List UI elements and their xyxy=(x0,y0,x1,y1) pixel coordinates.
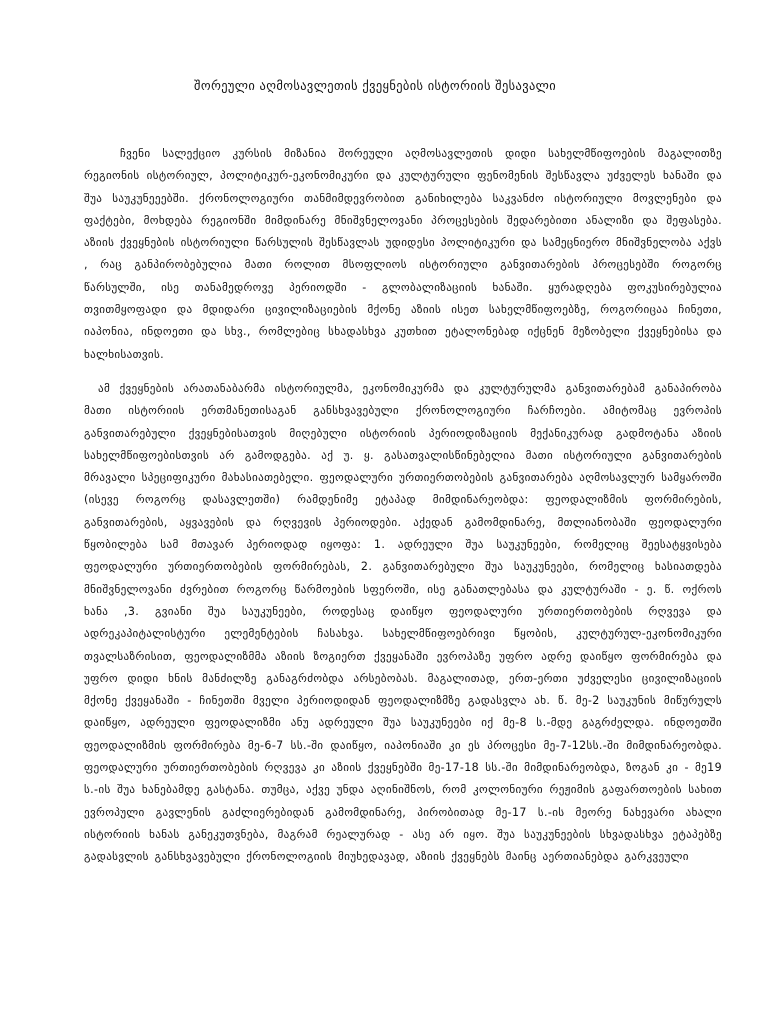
body-paragraph-2: ამ ქვეყნების არათანაბარმა ისტორიულმა, ეკონომიკურმა და კულტურულმა განვითარებამ განაპირობა მათი ისტორიის ერთმანეთისაგან განსხვავებული ქრონოლოგიური ჩარჩოები. ამიტომაც ევროპის განვითარებული ქვეყნებისათვის მიღებული ისტორიის პერიოდიზაციის მექანიკურად გადმოტანა აზიის სახელმწიფოებისთვის არ გამოდგება. აქ უ. ყ. გასათვალისწინებელია მათი ისტორიული განვითარების მრავალი სპეციფიკური მახასიათებელი. ფეოდალური ურთიერთობების განვითარება აღმოსავლურ სამყაროში (ისევე როგორც დასავლეთში) რამდენიმე ეტაპად მიმდინარეობდა: ფეოდალიზმის ფორმირების, განვითარების, აყვავების და რღვევის პერიოდები. აქედან გამომდინარე, მთლიანობაში ფეოდალური წყობილება სამ მთავარ პერიოდად იყოფა: 1. ადრეული შუა საუკუნეები, რომელიც შეესატყვისება ფეოდალური ურთიერთობების ფორმირებას, 2. განვითარებული შუა საუკუნეები, რომელიც ხასიათდება მნიშვნელოვანი ძვრებით როგორც წარმოების სფეროში, ისე განათლებასა და კულტურაში - ე. წ. ოქროს ხანა ,3. გვიანი შუა საუკუნეები, როდესაც დაიწყო ფეოდალური ურთიერთობების რღვევა და ადრეკაპიტალისტური ელემენტების ჩასახვა. სახელმწიფოებრივი წყობის, კულტურულ-ეკონომიკური თვალსაზრისით, ფეოდალიზმმა აზიის ზოგიერთ ქვეყანაში ევროპაზე უფრო ადრე დაიწყო ფორმირება და უფრო დიდი ხნის მანძილზე განაგრძობდა არსებობას. მაგალითად, ერთ-ერთი უძველესი ცივილიზაციის მქონე ქვეყანაში - ჩინეთში მველი პერიოდიდან ფეოდალიზმზე გადასვლა ახ. წ. მე-2 საუკუნის მიწურულს დაიწყო, ადრეული ფეოდალიზმი ანუ ადრეული შუა საუკუნეები იქ მე-8 ს.-მდე გაგრძელდა. ინდოეთში ფეოდალიზმის ფორმირება მე-6-7 სს.-ში დაიწყო, იაპონიაში კი ეს პროცესი მე-7-12სს.-ში მიმდინარეობდა. ფეოდალური ურთიერთობების რღვევა კი აზიის ქვეყნებში მე-17-18 სს.-ში მიმდინარეობდა, ზოგან კი - მე19 ს.-ის შუა ხანებამდე გასტანა. თუმცა, აქვე უნდა აღინიშნოს, რომ კოლონიური რეჟიმის გაფართოების სახით ევროპული გავლენის გაძლიერებიდან გამომდინარე, პირობითად მე-17 ს.-ის მეორე ნახევარი ახალი ისტორიის ხანას განეკუთვნება, მაგრამ რეალურად - ასე არ იყო. შუა საუკუნეების სხვადასხვა ეტაპებზე გადასვლის განსხვავებული ქრონოლოგიის მიუხედავად, აზიის ქვეყნებს მაინც აერთიანებდა გარკვეული xyxy=(84,381,722,864)
document-title: შორეული აღმოსავლეთის ქვეყნების ისტორიის შესავალი xyxy=(194,78,557,93)
body-paragraph-1: ჩვენი სალექციო კურსის მიზანია შორეული აღმოსავლეთის დიდი სახელმწიფოების მაგალითზე რეგიონის ისტორიულ, პოლიტიკურ-ეკონომიკური და კულტურული ფენომენის შესწავლა უძველეს ხანაში და შუა საუკუნეეებში. ქრონოლოგიური თანმიმდევრობით განიხილება საკვანძო ისტორიული მოვლენები და ფაქტები, მოხდება რეგიონში მიმდინარე მნიშვნელოვანი პროცესების შედარებითი ანალიზი და შეფასება. აზიის ქვეყნების ისტორიული წარსულის შესწავლას უდიდესი პოლიტიკური და სამეცნიერო მნიშვნელობა აქვს , რაც განპირობებულია მათი როლით მსოფლიოს ისტორიული განვითარების პროცესებში როგორც წარსულში, ისე თანამედროვე პერიოდში - გლობალიზაციის ხანაში. ყურადღება ფოკუსირებულია თვითმყოფადი და მდიდარი ცივილიზაციების მქონე აზიის ისეთ სახელმწიფოებზე, როგორიცაა ჩინეთი, იაპონია, ინდოეთი და სხვ., რომლებიც სხადასხვა კუთხით ეტალონებად იქცნენ მეზობელი ქვეყნებისა და ხალხისათვის. xyxy=(84,147,722,361)
